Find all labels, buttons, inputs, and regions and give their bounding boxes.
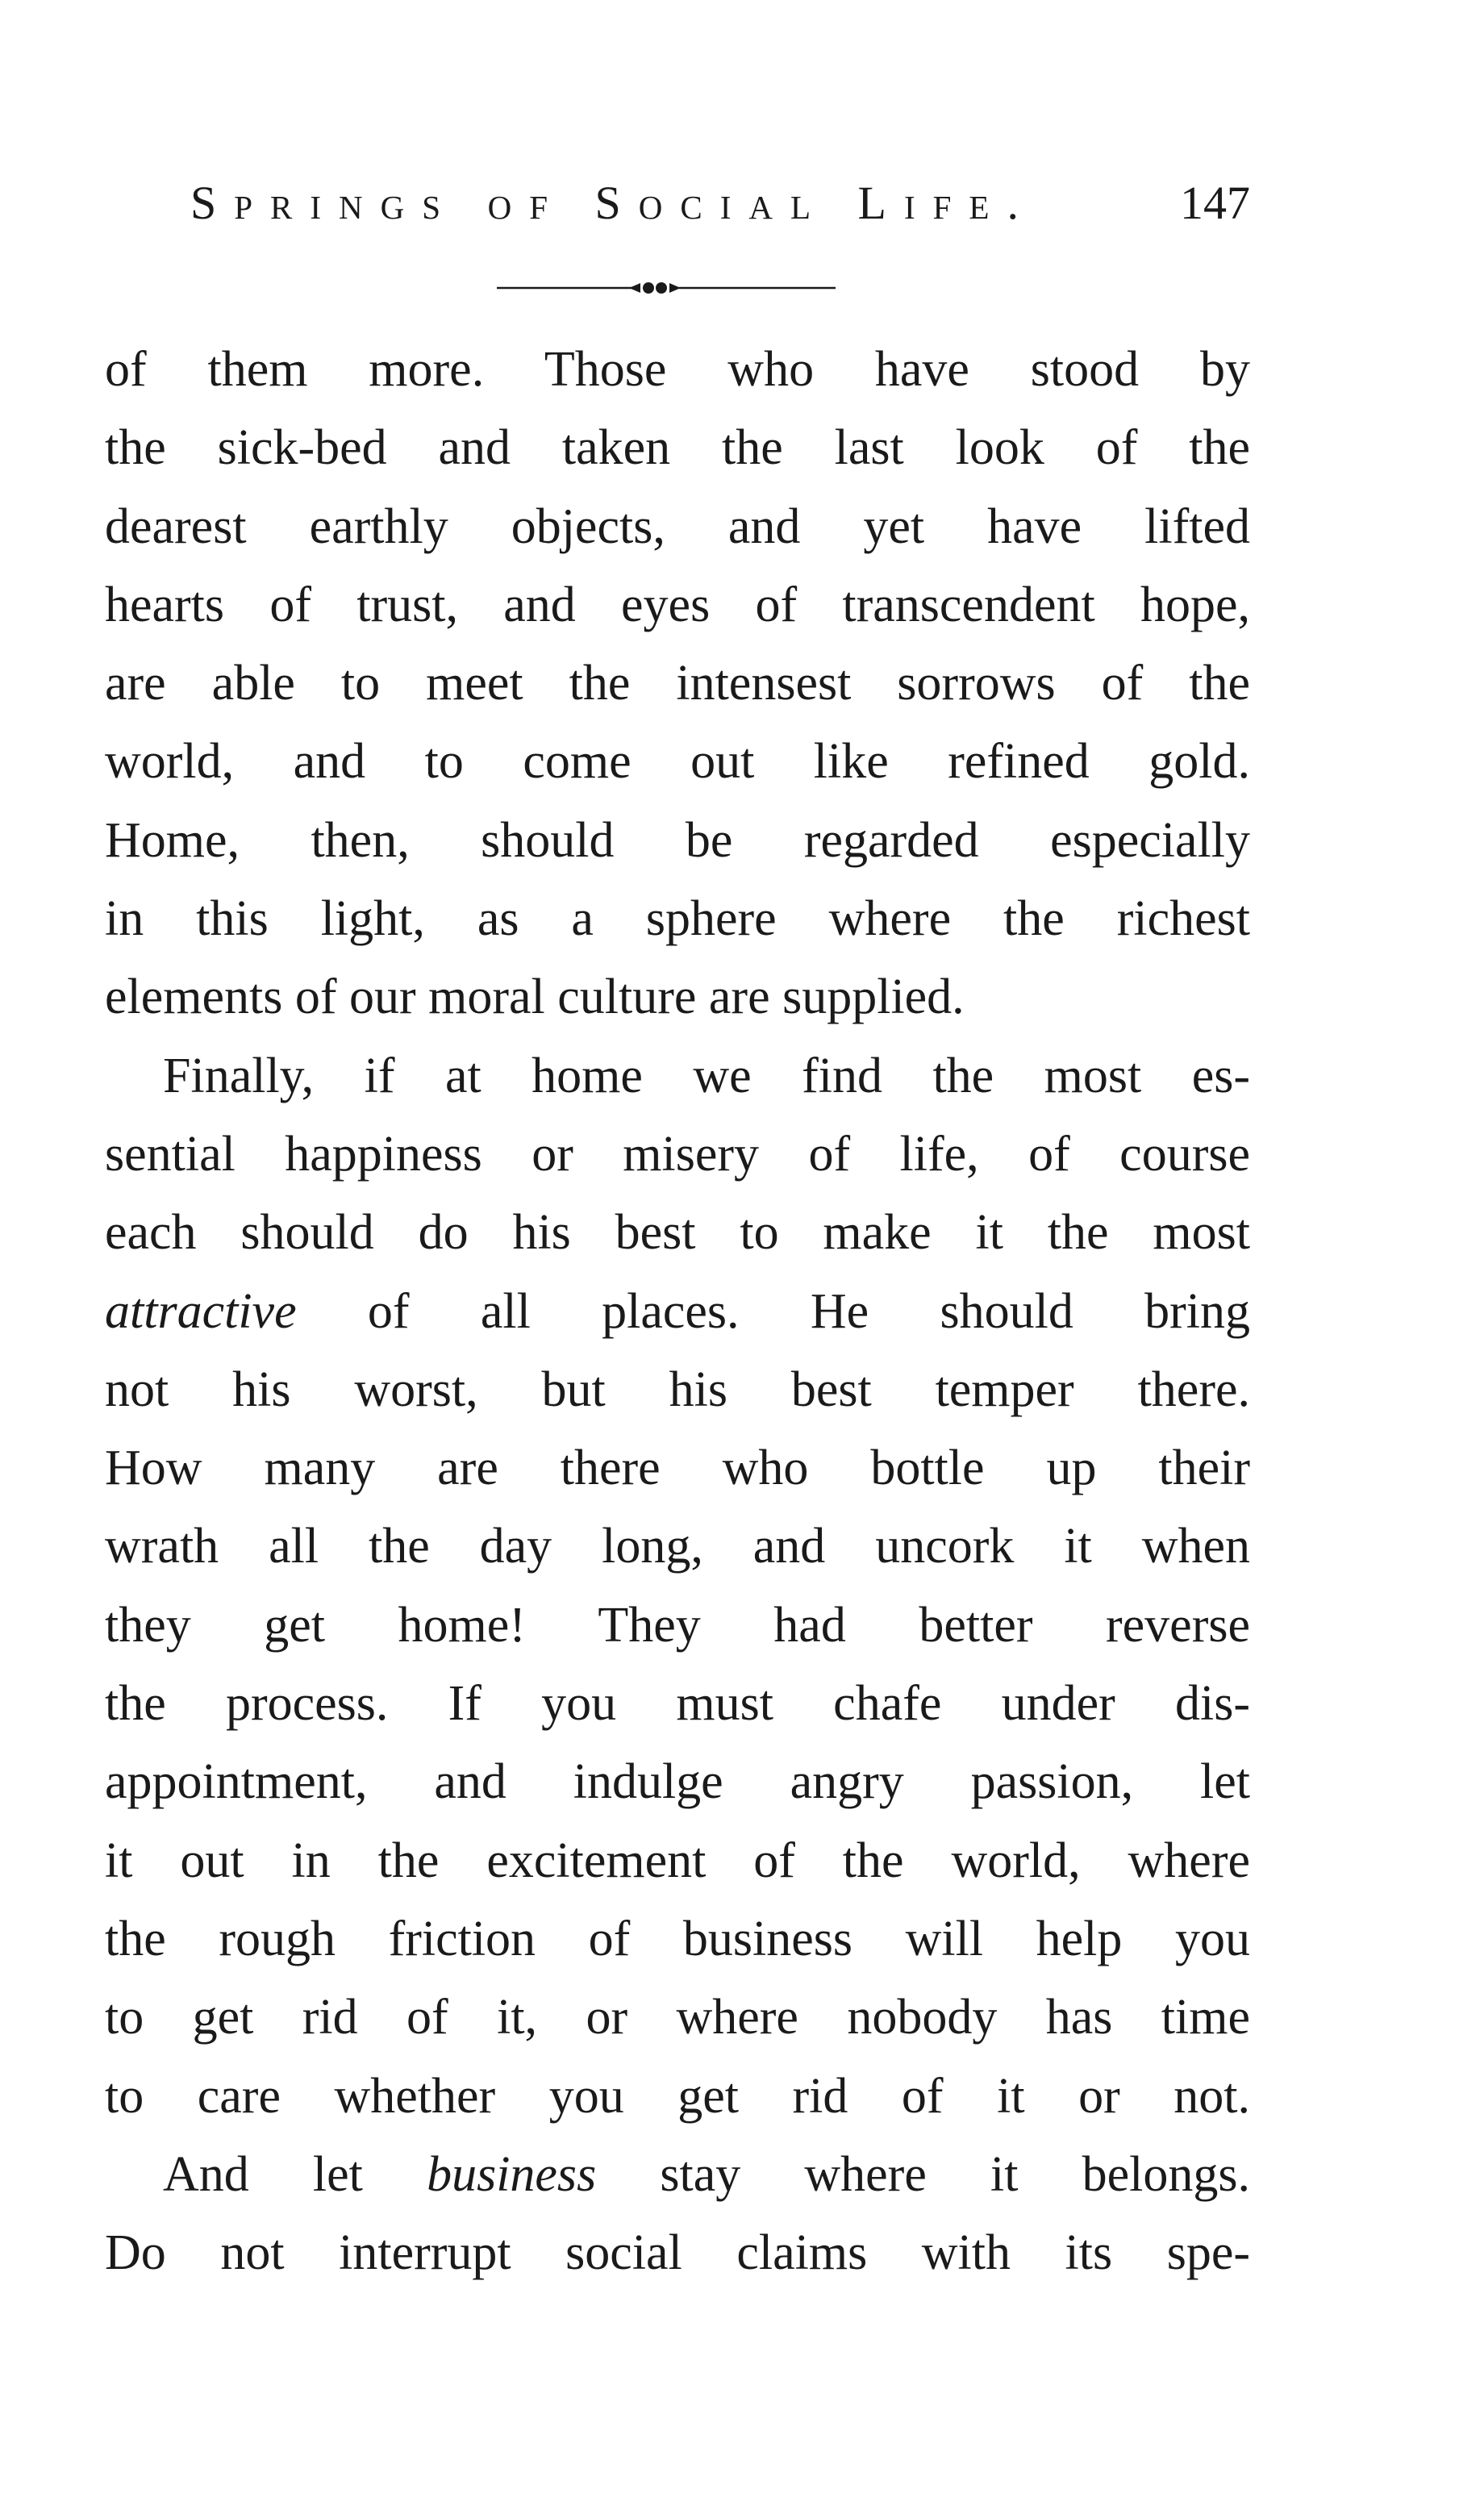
text-line: Home, then, should be regarded especially: [105, 812, 1250, 868]
text-line: the process. If you must chafe under dis-: [105, 1676, 1250, 1732]
ornament-rule: [497, 278, 836, 298]
text-line: hearts of trust, and eyes of transcendent hope,: [105, 577, 1250, 632]
italic-word: business: [427, 2146, 597, 2202]
running-head: [190, 171, 1250, 236]
text-line: Finally, if at home we find the most es-: [163, 1048, 1250, 1103]
text-line: they get home! They had better reverse: [105, 1597, 1250, 1653]
text-line: [105, 1273, 1250, 1351]
text-line: world, and to come out like refined gold.: [105, 734, 1250, 790]
text-span: stay where it belongs.: [596, 2146, 1250, 2202]
text-line: dearest earthly objects, and yet have lifted: [105, 498, 1250, 554]
body-text: [105, 331, 1250, 2292]
text-span: of all places. He should bring: [296, 1283, 1250, 1339]
text-line: of them more. Those who have stood by: [105, 342, 1250, 397]
running-title: Springs of Social Life.: [190, 177, 1036, 229]
text-line: to care whether you get rid of it or not.: [105, 2068, 1250, 2124]
text-line: [105, 2136, 1250, 2214]
text-line: to get rid of it, or where nobody has time: [105, 1990, 1250, 2045]
text-line: each should do his best to make it the most: [105, 1205, 1250, 1261]
text-line: sential happiness or misery of life, of course: [105, 1126, 1250, 1182]
text-line: Do not interrupt social claims with its spe-: [105, 2225, 1250, 2281]
italic-word: attractive: [105, 1283, 297, 1339]
text-line: elements of our moral culture are supplied.: [105, 969, 965, 1025]
text-line: appointment, and indulge angry passion, let: [105, 1754, 1250, 1810]
text-line: the rough friction of business will help you: [105, 1911, 1250, 1966]
text-line: not his worst, but his best temper there.: [105, 1361, 1250, 1417]
text-line: How many are there who bottle up their: [105, 1441, 1250, 1496]
text-line: in this light, as a sphere where the richest: [105, 891, 1250, 947]
page-number: 147: [1180, 177, 1250, 229]
text-line: the sick-bed and taken the last look of the: [105, 420, 1250, 476]
text-line: wrath all the day long, and uncork it when: [105, 1519, 1250, 1574]
text-span: And let: [163, 2146, 427, 2202]
text-line: are able to meet the intensest sorrows of the: [105, 656, 1250, 711]
text-line: it out in the excitement of the world, where: [105, 1833, 1250, 1888]
